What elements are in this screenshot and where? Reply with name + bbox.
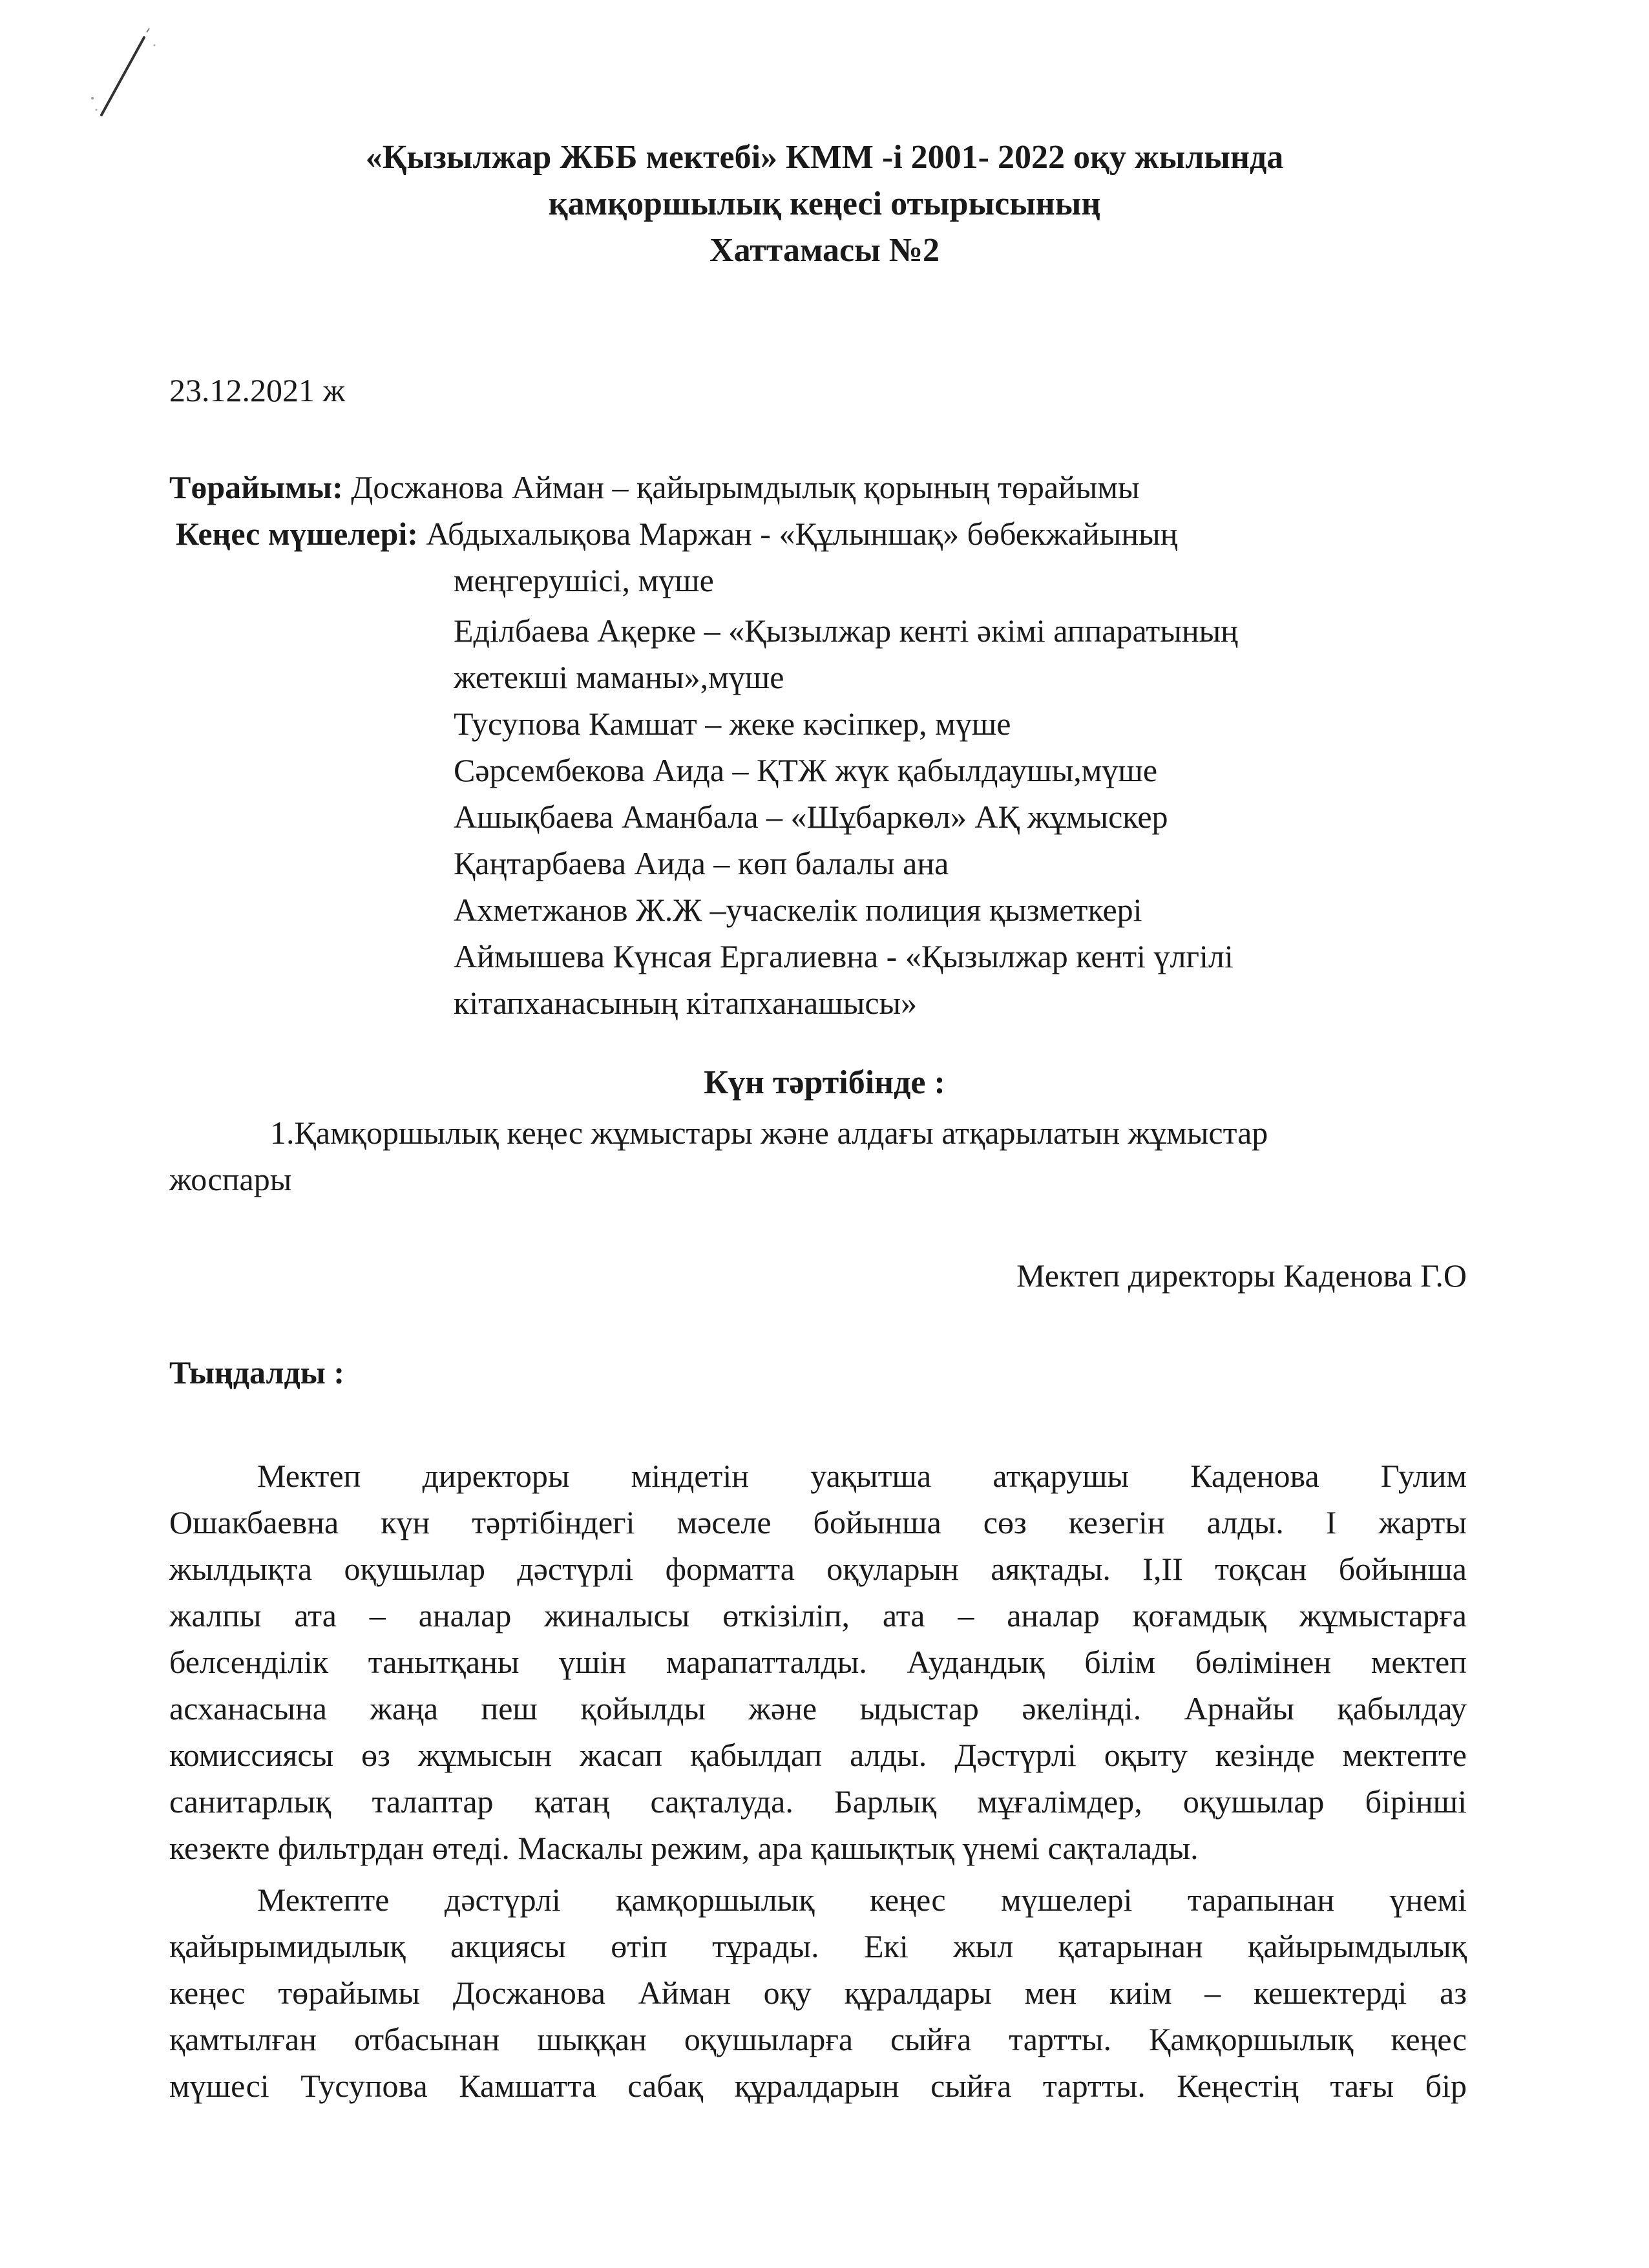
paragraph-1-line: белсенділік танытқаны үшін марапатталды. Аудандық білім бөлімінен мектеп bbox=[169, 1644, 1467, 1680]
paragraph-2-line: мүшесі Тусупова Камшатта сабақ құралдарын сыйға тартты. Кеңестің тағы бір bbox=[169, 2068, 1467, 2104]
paragraph-1-line: Мектеп директоры міндетін уақытша атқарушы Каденова Гулим bbox=[257, 1458, 1467, 1494]
paragraph-2-line: Мектепте дәстүрлі қамқоршылық кеңес мүшелері тарапынан үнемі bbox=[257, 1882, 1467, 1918]
paragraph-1-line: Ошакбаевна күн тәртібіндегі мәселе бойынша сөз кезегін алды. І жарты bbox=[169, 1504, 1467, 1540]
agenda-item-line-1: 1.Қамқоршылық кеңес жұмыстары және алдағы атқарылатын жұмыстар bbox=[270, 1115, 1268, 1151]
pen-mark-icon bbox=[87, 26, 158, 123]
member-line-3: жетекші маманы»,мүше bbox=[454, 659, 784, 695]
members-label: Кеңес мүшелері: bbox=[176, 516, 418, 552]
member-line-5: Сәрсембекова Аида – ҚТЖ жүк қабылдаушы,мүше bbox=[454, 752, 1158, 788]
member-line-0: Абдыхалықова Маржан - «Құлыншақ» бөбекжайының bbox=[417, 516, 1178, 552]
chair-text: Досжанова Айман – қайырымдылық қорының төрайымы bbox=[342, 469, 1140, 505]
paragraph-1-line: асханасына жаңа пеш қойылды және ыдыстар әкелінді. Арнайы қабылдау bbox=[169, 1690, 1467, 1727]
member-line-6: Ашықбаева Аманбала – «Шұбаркөл» АҚ жұмыскер bbox=[454, 799, 1168, 835]
member-line-8: Ахметжанов Ж.Ж –учаскелік полиция қызметкері bbox=[454, 892, 1142, 928]
paragraph-1-line: жылдықта оқушылар дәстүрлі форматта оқуларын аяқтады. І,ІІ тоқсан бойынша bbox=[169, 1551, 1467, 1587]
chair-label: Төрайымы: bbox=[169, 469, 343, 505]
paragraph-1-line: комиссиясы өз жұмысын жасап қабылдап алды. Дәстүрлі оқыту кезінде мектепте bbox=[169, 1737, 1467, 1773]
title-line-2: қамқоршылық кеңесі отырысының bbox=[548, 185, 1101, 222]
member-line-2: Еділбаева Ақерке – «Қызылжар кенті әкімі аппаратының bbox=[454, 613, 1238, 649]
paragraph-2-line: қайырымидылық акциясы өтіп тұрады. Екі жыл қатарынан қайырымдылық bbox=[169, 1928, 1467, 1964]
paragraph-1-line: санитарлық талаптар қатаң сақталуда. Барлық мұғалімдер, оқушылар бірінші bbox=[169, 1783, 1467, 1820]
member-line-9: Аймышева Күнсая Ергалиевна - «Қызылжар кенті үлгілі bbox=[454, 938, 1234, 974]
document-title bbox=[0, 134, 1649, 274]
paragraph-2-line: қамтылған отбасынан шыққан оқушыларға сыйға тартты. Қамқоршылық кеңес bbox=[169, 2021, 1467, 2057]
speaker-line: Мектеп директоры Каденова Г.О bbox=[1016, 1257, 1467, 1294]
agenda-title: Күн тәртібінде : bbox=[704, 1064, 945, 1101]
members-first-line bbox=[176, 510, 1178, 557]
heard-title: Тыңдалды : bbox=[169, 1354, 344, 1391]
agenda-item-line-2: жоспары bbox=[169, 1161, 292, 1197]
member-line-10: кітапханасының кітапханашысы» bbox=[454, 985, 918, 1021]
member-line-4: Тусупова Камшат – жеке кәсіпкер, мүше bbox=[454, 706, 1011, 742]
title-line-3: Хаттамасы №2 bbox=[709, 232, 940, 269]
meeting-date: 23.12.2021 ж bbox=[169, 372, 346, 408]
paragraph-2-line: кеңес төрайымы Досжанова Айман оқу құралдары мен киім – кешектерді аз bbox=[169, 1975, 1467, 2011]
paragraph-1-line: кезекте фильтрдан өтеді. Маскалы режим, ара қашықтық үнемі сақталады. bbox=[169, 1830, 1199, 1866]
paragraph-1-line: жалпы ата – аналар жиналысы өткізіліп, ата – аналар қоғамдық жұмыстарға bbox=[169, 1597, 1467, 1633]
member-line-7: Қаңтарбаева Аида – көп балалы ана bbox=[454, 845, 949, 881]
member-line-1: меңгерушісі, мүше bbox=[454, 562, 714, 598]
title-line-1: «Қызылжар ЖББ мектебі» КММ -і 2001- 2022 оқу жылында bbox=[365, 139, 1284, 176]
chair-line bbox=[169, 464, 1140, 510]
